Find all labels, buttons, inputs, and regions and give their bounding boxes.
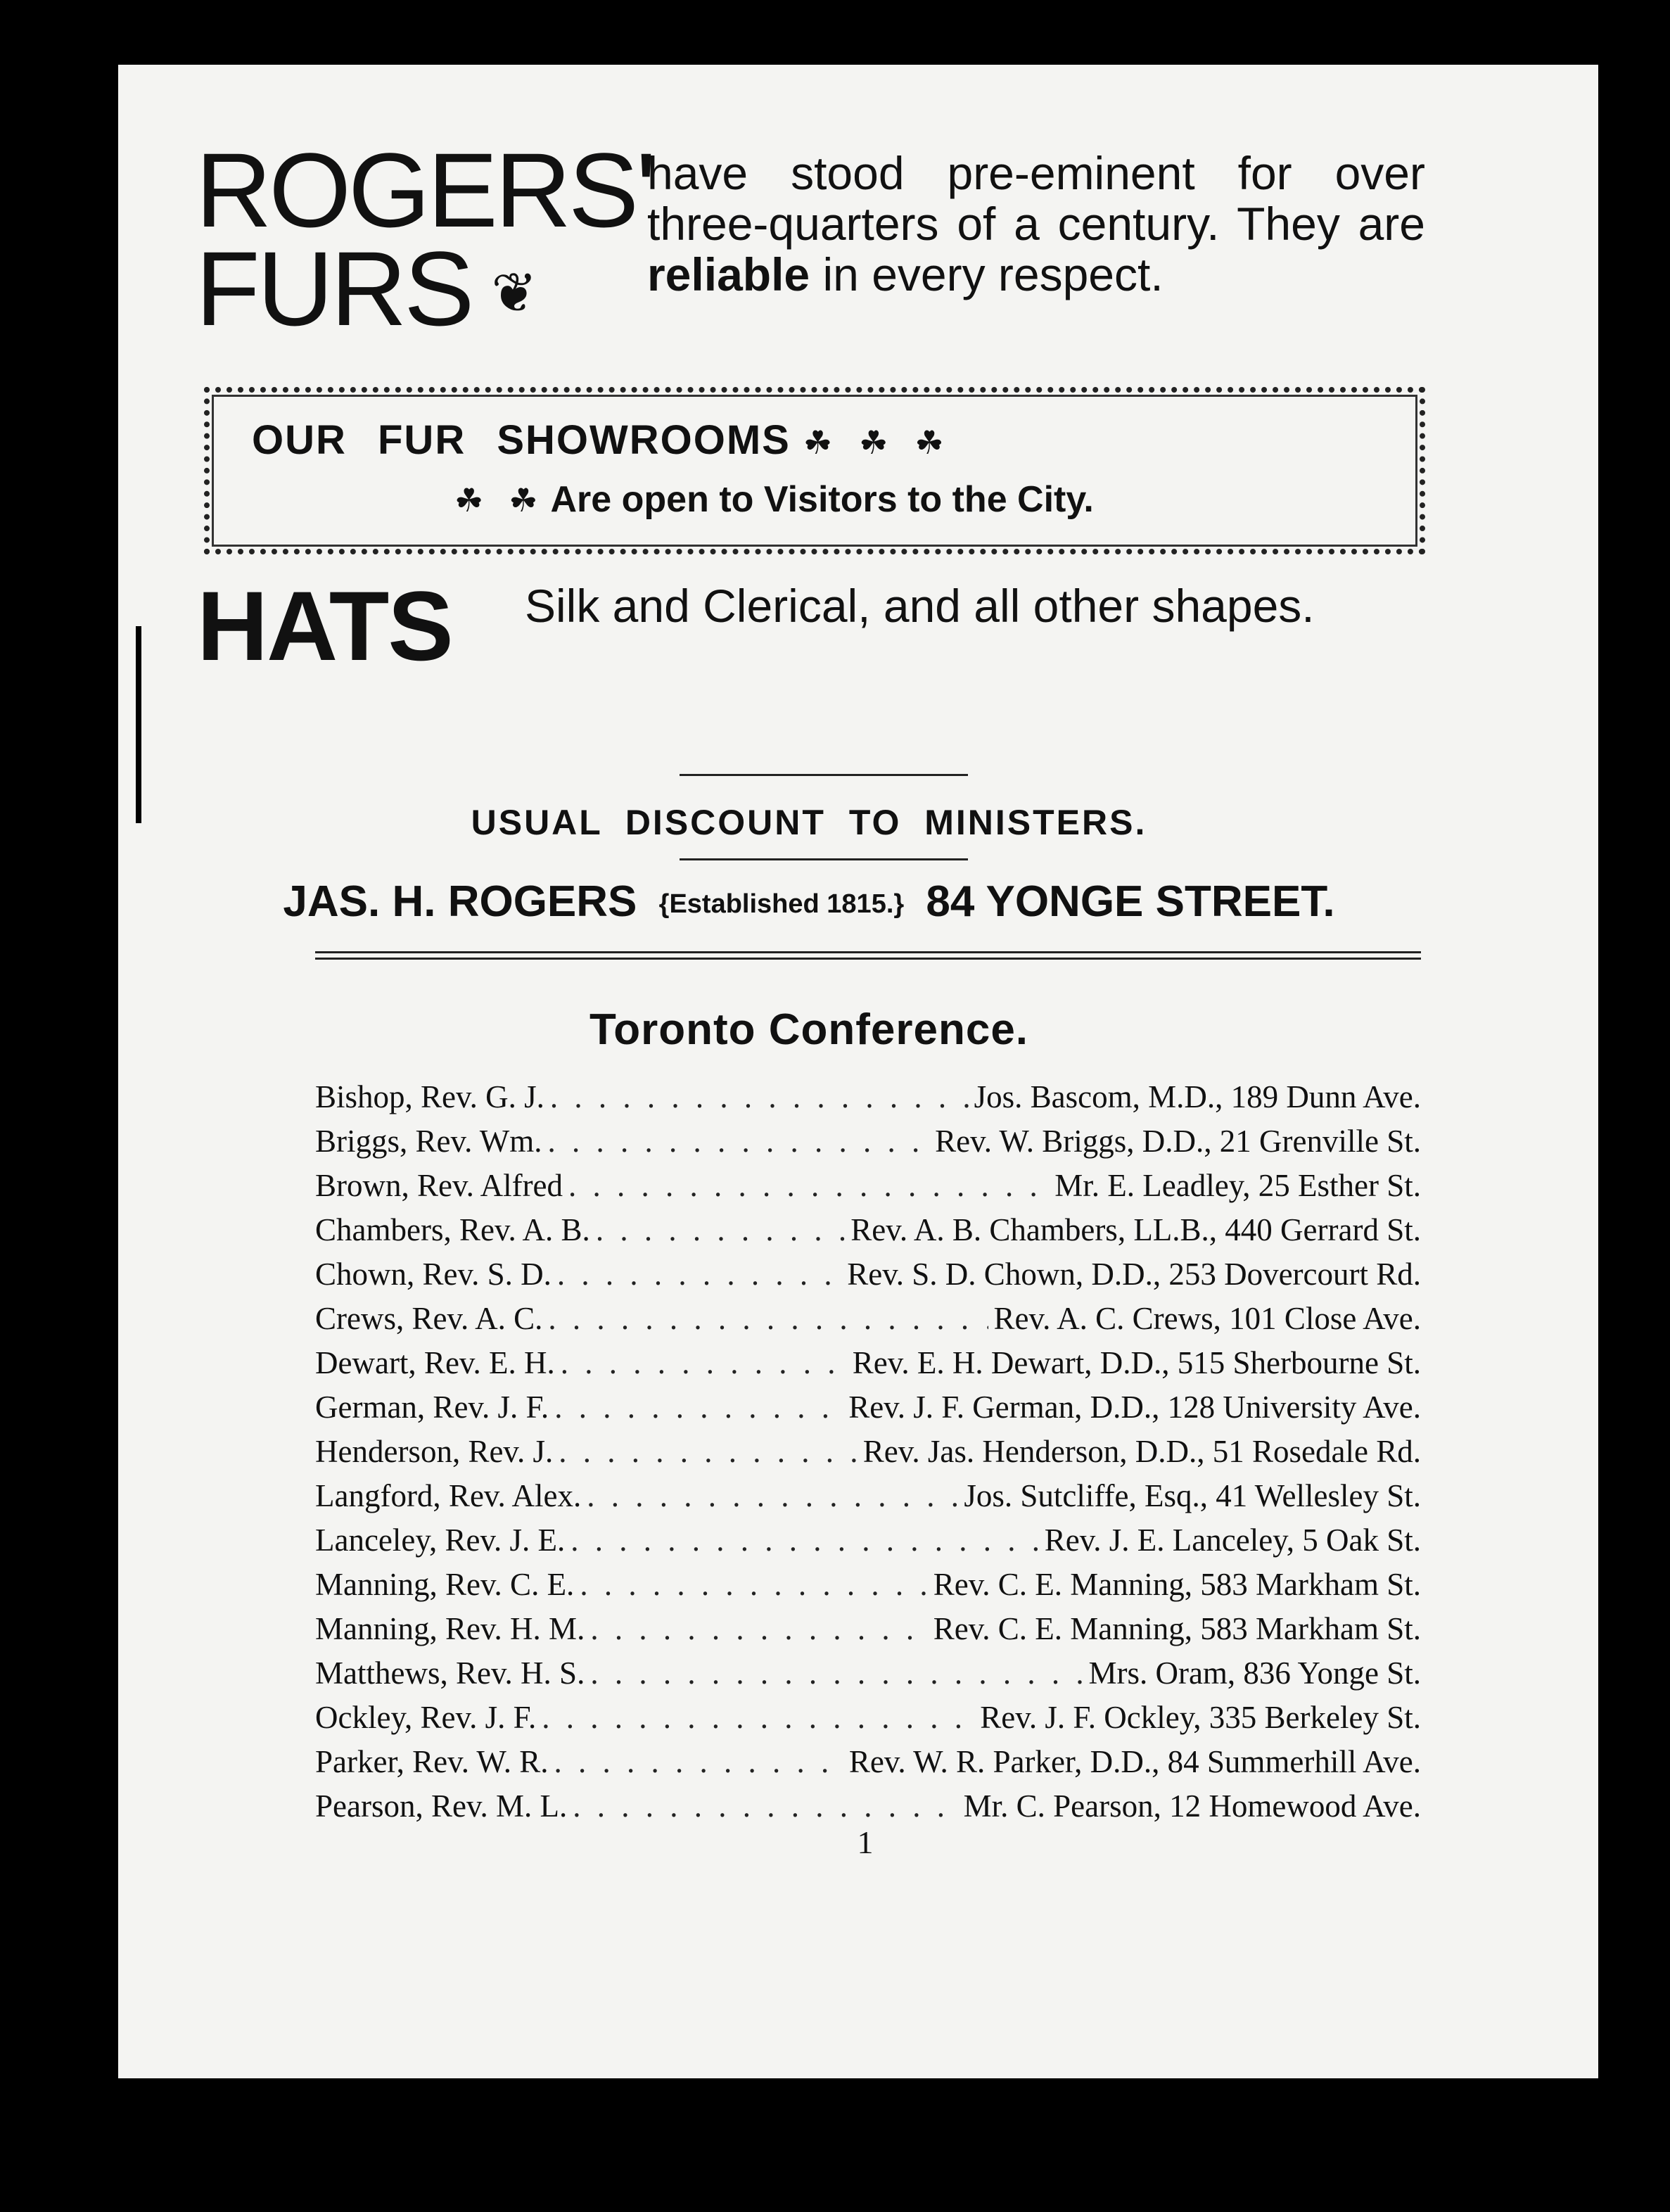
clover-ornament-icon: ☘ (454, 482, 484, 519)
list-item (315, 1164, 1421, 1208)
minister-address: Rev. J. E. Lanceley, 5 Oak St. (1044, 1523, 1421, 1558)
brand-copy-end: in every respect. (822, 248, 1164, 300)
dot-leader (580, 1563, 927, 1607)
dot-leader (590, 1607, 927, 1651)
minister-address: Rev. J. F. German, D.D., 128 University Ave. (848, 1390, 1421, 1425)
brand-line-furs (196, 229, 646, 348)
list-item (315, 1119, 1421, 1164)
minister-name: Parker, Rev. W. R. (315, 1744, 549, 1779)
minister-address: Jos. Sutcliffe, Esq., 41 Wellesley St. (964, 1478, 1421, 1513)
list-item (315, 1208, 1421, 1252)
conference-list (315, 1075, 1421, 1829)
clover-ornament-icon: ☘ (914, 424, 945, 461)
list-item (315, 1784, 1421, 1829)
double-divider (315, 951, 1421, 960)
minister-name: Ockley, Rev. J. F. (315, 1700, 537, 1735)
minister-address: Rev. S. D. Chown, D.D., 253 Dovercourt Rd. (847, 1257, 1421, 1292)
minister-address: Rev. Jas. Henderson, D.D., 51 Rosedale Rd. (862, 1434, 1421, 1469)
showroom-headline-text: OUR FUR SHOWROOMS (252, 417, 791, 463)
clover-ornament-icon: ☘ (803, 424, 834, 461)
minister-address: Mrs. Oram, 836 Yonge St. (1088, 1655, 1421, 1691)
minister-name: Chown, Rev. S. D. (315, 1257, 552, 1292)
list-item (315, 1341, 1421, 1385)
minister-name: Briggs, Rev. Wm. (315, 1124, 542, 1159)
dot-leader (548, 1297, 988, 1341)
brand-description (647, 148, 1425, 300)
minister-name: Henderson, Rev. J. (315, 1434, 554, 1469)
list-item (315, 1518, 1421, 1563)
minister-address: Mr. E. Leadley, 25 Esther St. (1054, 1168, 1421, 1203)
brand-furs-text: FURS (196, 229, 472, 348)
showroom-subline (442, 478, 1094, 521)
dot-leader (587, 1474, 958, 1518)
minister-name: Pearson, Rev. M. L. (315, 1788, 568, 1824)
minister-address: Rev. A. B. Chambers, LL.B., 440 Gerrard St. (850, 1212, 1421, 1247)
dot-leader (554, 1385, 843, 1430)
hats-description: Silk and Clerical, and all other shapes. (525, 580, 1315, 632)
dot-leader (557, 1252, 841, 1297)
minister-name: Manning, Rev. H. M. (315, 1611, 585, 1646)
minister-address: Mr. C. Pearson, 12 Homewood Ave. (963, 1788, 1421, 1824)
minister-name: Manning, Rev. C. E. (315, 1567, 575, 1602)
merchant-name: JAS. H. ROGERS (283, 877, 637, 926)
dot-leader (573, 1784, 957, 1829)
dot-leader (548, 1119, 930, 1164)
merchant-address (204, 877, 1414, 927)
dot-leader (568, 1164, 1049, 1208)
merchant-street: 84 YONGE STREET. (926, 877, 1335, 926)
brand-line-rogers: ROGERS' (196, 131, 654, 249)
list-item (315, 1474, 1421, 1518)
minister-address: Rev. C. E. Manning, 583 Markham St. (933, 1611, 1421, 1646)
minister-name: Bishop, Rev. G. J. (315, 1079, 544, 1114)
list-item (315, 1430, 1421, 1474)
list-item (315, 1563, 1421, 1607)
dot-leader (561, 1341, 847, 1385)
dot-leader (559, 1430, 858, 1474)
minister-name: Brown, Rev. Alfred (315, 1168, 563, 1203)
clover-ornament-icon: ☘ (509, 482, 538, 519)
hats-heading: HATS (197, 571, 452, 681)
page-number: 1 (857, 1824, 874, 1860)
minister-name: German, Rev. J. F. (315, 1390, 549, 1425)
brand-copy-bold: reliable (647, 248, 810, 300)
showroom-headline (252, 417, 958, 464)
minister-name: Dewart, Rev. E. H. (315, 1345, 555, 1380)
list-item (315, 1252, 1421, 1297)
binding-mark (136, 626, 141, 823)
list-item (315, 1297, 1421, 1341)
minister-address: Rev. E. H. Dewart, D.D., 515 Sherbourne St. (852, 1345, 1421, 1380)
divider (680, 774, 968, 776)
minister-address: Rev. W. R. Parker, D.D., 84 Summerhill Ave. (848, 1744, 1421, 1779)
minister-name: Chambers, Rev. A. B. (315, 1212, 590, 1247)
list-item (315, 1075, 1421, 1119)
list-item (315, 1740, 1421, 1784)
dot-leader (550, 1075, 969, 1119)
leaf-ornament-icon: ❦ (491, 262, 535, 324)
dot-leader (542, 1696, 974, 1740)
section-title: Toronto Conference. (589, 1005, 1029, 1054)
minister-name: Crews, Rev. A. C. (315, 1301, 543, 1336)
minister-address: Rev. C. E. Manning, 583 Markham St. (933, 1567, 1421, 1602)
list-item (315, 1696, 1421, 1740)
dot-leader (571, 1518, 1038, 1563)
minister-name: Lanceley, Rev. J. E. (315, 1523, 566, 1558)
minister-address: Rev. A. C. Crews, 101 Close Ave. (993, 1301, 1421, 1336)
discount-notice: USUAL DISCOUNT TO MINISTERS. (471, 803, 1147, 842)
dot-leader (590, 1651, 1083, 1696)
list-item (315, 1651, 1421, 1696)
dot-leader (554, 1740, 843, 1784)
minister-address: Rev. W. Briggs, D.D., 21 Grenville St. (935, 1124, 1421, 1159)
brand-name (196, 131, 654, 348)
clover-ornament-icon: ☘ (859, 424, 890, 461)
minister-name: Langford, Rev. Alex. (315, 1478, 582, 1513)
showroom-box (204, 387, 1425, 554)
dot-leader (596, 1208, 845, 1252)
minister-address: Jos. Bascom, M.D., 189 Dunn Ave. (974, 1079, 1421, 1114)
minister-address: Rev. J. F. Ockley, 335 Berkeley St. (980, 1700, 1421, 1735)
showroom-subline-text: Are open to Visitors to the City. (550, 479, 1094, 520)
brand-copy-start: have stood pre-eminent for over three-quarters of a century. They are (647, 147, 1425, 250)
list-item (315, 1607, 1421, 1651)
list-item (315, 1385, 1421, 1430)
established-note: {Established 1815.} (658, 889, 905, 920)
minister-name: Matthews, Rev. H. S. (315, 1655, 585, 1691)
divider (680, 858, 968, 860)
